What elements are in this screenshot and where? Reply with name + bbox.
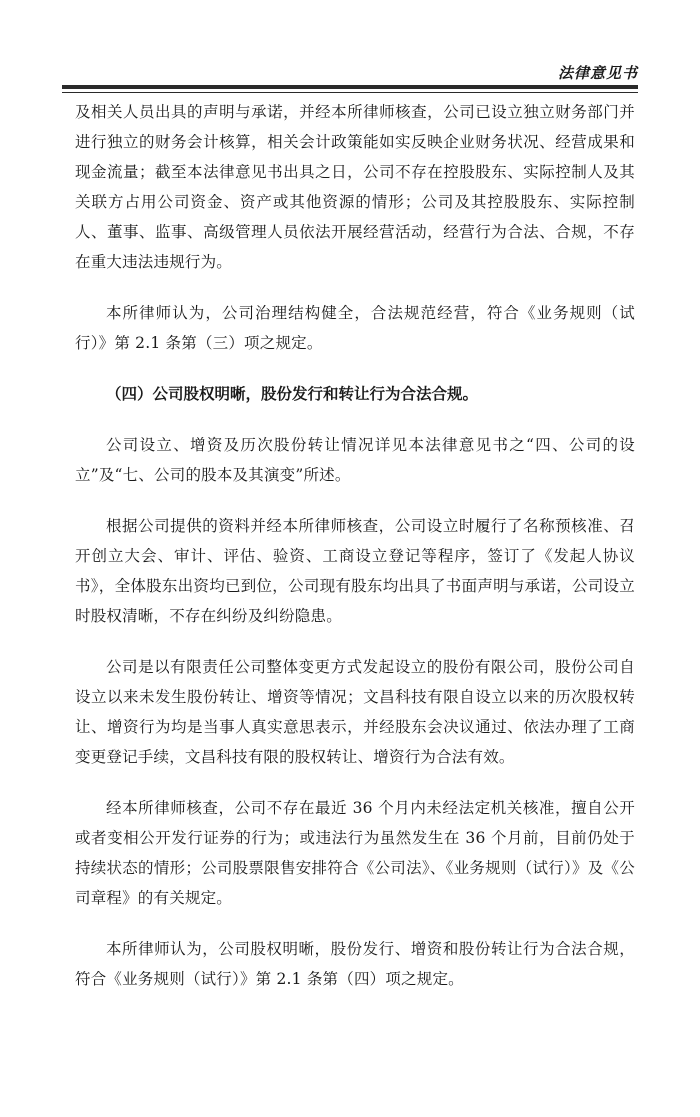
paragraph-1: 及相关人员出具的声明与承诺，并经本所律师核查，公司已设立独立财务部门并进行独立的财务会计核算，相关会计政策能如实反映企业财务状况、经营成果和现金流量；截至本法律意见书出具之日，公司不存在控股股东、实际控制人及其关联方占用公司资金、资产或其他资源的情形；公司及其控股股东、实际控制人、董事、监事、高级管理人员依法开展经营活动，经营行为合法、合规，不存在重大违法违规行为。 [75, 103, 635, 271]
header-rule-thick [62, 85, 638, 89]
paragraph-6: 经本所律师核查，公司不存在最近 36 个月内未经法定机关核准，擅自公开或者变相公开发行证券的行为；或违法行为虽然发生在 36 个月前，目前仍处于持续状态的情形；公司股票限售安排符合《公司法》、《业务规则（试行）》及《公司章程》的有关规定。 [75, 799, 635, 907]
document-header-title: 法律意见书 [557, 64, 638, 82]
paragraph-7: 本所律师认为，公司股权明晰，股份发行、增资和股份转让行为合法合规，符合《业务规则（试行）》第 2.1 条第（四）项之规定。 [75, 940, 635, 988]
paragraph-3: 公司设立、增资及历次股份转让情况详见本法律意见书之“四、公司的设立”及“七、公司的股本及其演变”所述。 [75, 436, 635, 484]
paragraph-5: 公司是以有限责任公司整体变更方式发起设立的股份有限公司，股份公司自设立以来未发生股份转让、增资等情况；文昌科技有限自设立以来的历次股权转让、增资行为均是当事人真实意思表示，并经股东会决议通过、依法办理了工商变更登记手续，文昌科技有限的股权转让、增资行为合法有效。 [75, 658, 635, 766]
section-heading-4: （四）公司股权明晰，股份发行和转让行为合法合规。 [106, 384, 479, 403]
paragraph-4: 根据公司提供的资料并经本所律师核查，公司设立时履行了名称预核准、召开创立大会、审计、评估、验资、工商设立登记等程序，签订了《发起人协议书》，全体股东出资均已到位，公司现有股东均出具了书面声明与承诺，公司设立时股权清晰，不存在纠纷及纠纷隐患。 [75, 517, 635, 625]
document-body [75, 97, 635, 1015]
paragraph-2: 本所律师认为，公司治理结构健全，合法规范经营，符合《业务规则（试行）》第 2.1 条第（三）项之规定。 [75, 304, 635, 352]
header-rule-thin [62, 92, 638, 93]
